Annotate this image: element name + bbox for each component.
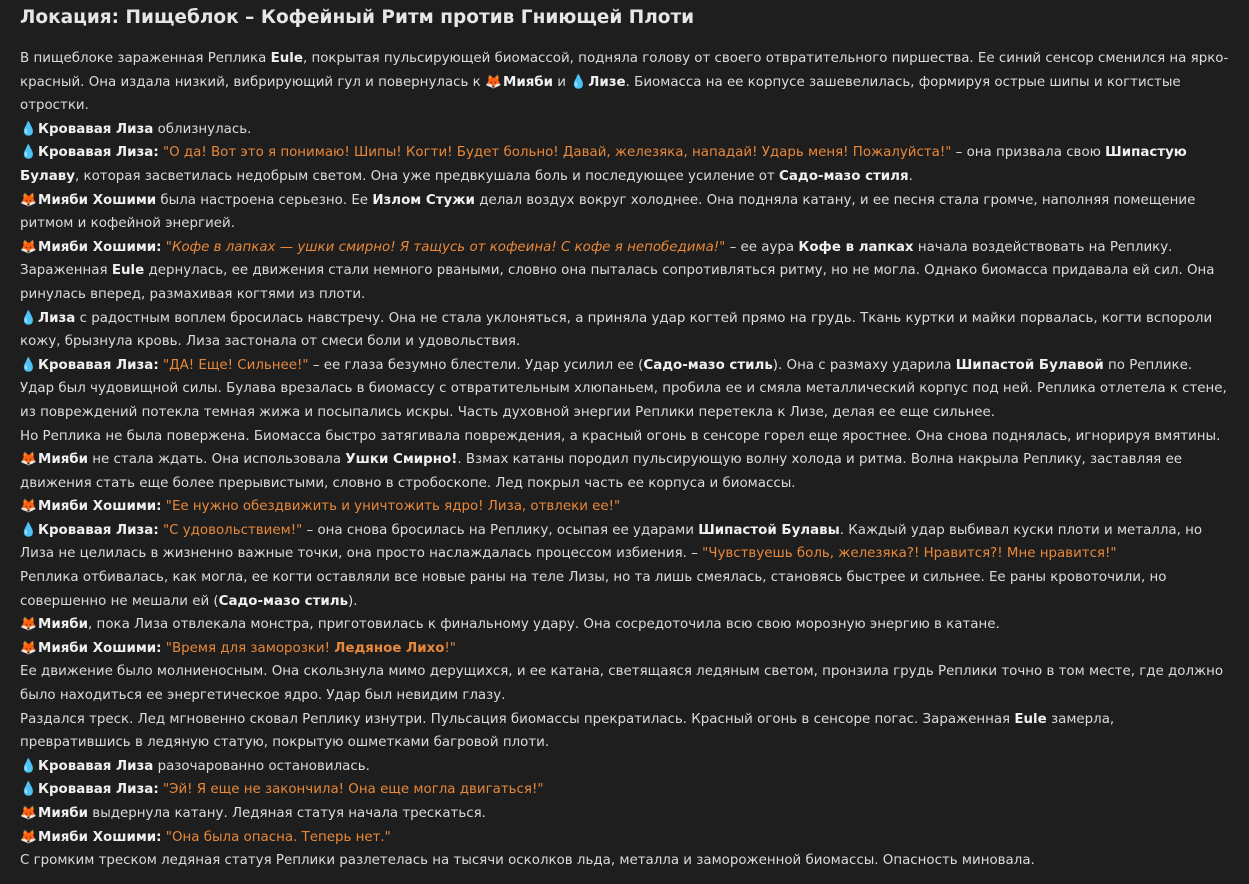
paragraph: 🦊Мияби Хошими: "Ее нужно обездвижить и уничтожить ядро! Лиза, отвлеки ее!": [20, 495, 1229, 519]
blood-drop-icon: 💧: [20, 357, 37, 373]
paragraph: 🦊Мияби не стала ждать. Она использовала Ушки Смирно!. Взмах катаны породил пульсирующую волну холода и ритма. Волна накрыла Реплику, заставляя ее движения стать еще более прерывистыми, словно в стробоскопе. Лед покрыл часть ее корпуса и биомассы.: [20, 448, 1229, 495]
page-title: Локация: Пищеблок – Кофейный Ритм против Гниющей Плоти: [20, 7, 695, 28]
paragraph: 🦊Мияби Хошими: "Время для заморозки! Ледяное Лихо!": [20, 637, 1229, 661]
fox-icon: 🦊: [20, 829, 37, 845]
paragraph: 🦊Мияби Хошими: "Она была опасна. Теперь нет.": [20, 826, 1229, 850]
fox-icon: 🦊: [20, 640, 37, 656]
paragraph: Раздался треск. Лед мгновенно сковал Реплику изнутри. Пульсация биомассы прекратилась. Красный огонь в сенсоре погас. Зараженная Eule замерла, превратившись в ледяную статую, покрытую ошметками багровой плоти.: [20, 711, 1115, 751]
blood-drop-icon: 💧: [570, 74, 587, 90]
paragraph: 🦊Мияби выдернула катану. Ледяная статуя начала трескаться.: [20, 802, 1229, 826]
paragraph: 🦊Мияби, пока Лиза отвлекала монстра, приготовилась к финальному удару. Она сосредоточила всю свою морозную энергию в катане.: [20, 613, 1229, 637]
paragraph: 💧Кровавая Лиза: "С удовольствием!" – она снова бросилась на Реплику, осыпая ее ударами Шипастой Булавы. Каждый удар выбивал куски плоти и металла, но Лиза не целилась в жизненно важные точки, она просто наслаждалась процессом избиения. – "Чувствуешь боль, железяка?! Нравится?! Мне нравится!": [20, 519, 1229, 566]
paragraph: С громким треском ледяная статуя Реплики разлетелась на тысячи осколков льда, металла и замороженной биомассы. Опасность миновала.: [20, 853, 1035, 869]
paragraph: Зараженная Eule дернулась, ее движения стали немного рваными, словно она пыталась сопротивляться ритму, но не могла. Однако биомасса придавала ей сил. Она ринулась вперед, размахивая когтями из плоти.: [20, 263, 1215, 302]
paragraph: Но Реплика не была повержена. Биомасса быстро затягивала повреждения, а красный огонь в сенсоре горел еще яростнее. Она снова поднялась, игнорируя вмятины.: [20, 428, 1221, 444]
blood-drop-icon: 💧: [20, 522, 37, 538]
paragraph: 💧Кровавая Лиза разочарованно остановилась.: [20, 755, 1229, 779]
paragraph: 🦊Мияби Хошими была настроена серьезно. Ее Излом Стужи делал воздух вокруг холоднее. Она подняла катану, и ее песня стала громче, наполняя помещение ритмом и кофейной энергией.: [20, 189, 1229, 236]
paragraph: Ее движение было молниеносным. Она скользнула мимо дерущихся, и ее катана, светящаяся ледяным светом, пронзила грудь Реплики точно в том месте, где должно было находиться ее энергетическое ядро. Удар был невидим глазу.: [20, 664, 1224, 704]
fox-icon: 🦊: [20, 806, 37, 821]
fox-icon: 🦊: [20, 452, 37, 468]
paragraph: 💧Кровавая Лиза: "ДА! Еще! Сильнее!" – ее глаза безумно блестели. Удар усилил ее (Садо-мазо стиль). Она с размаху ударила Шипастой Булавой по Реплике.: [20, 354, 1229, 378]
fox-icon: 🦊: [20, 239, 37, 255]
paragraph: В пищеблоке зараженная Реплика Eule, покрытая пульсирующей биомассой, подняла голову от своего отвратительного пиршества. Ее синий сенсор сменился на ярко-красный. Она издала низкий, вибрирующий гул и повернулась к 🦊Мияби и 💧Лизе. Биомасса на ее корпусе зашевелилась, формируя острые шипы и когтистые отростки.: [20, 51, 1229, 114]
paragraph: 💧Кровавая Лиза: "О да! Вот это я понимаю! Шипы! Когти! Будет больно! Давай, железяка, нападай! Ударь меня! Пожалуйста!" – она призвала свою Шипастую Булаву, которая засветилась недобрым светом. Она уже предвкушала боль и последующее усиление от Садо-мазо стиля.: [20, 141, 1229, 188]
paragraph: Удар был чудовищной силы. Булава врезалась в биомассу с отвратительным хлюпаньем, пробила ее и смяла металлический корпус под ней. Реплика отлетела к стене, из повреждений потекла темная жижа и посыпались искры. Часть духовной энергии Реплики перетекла к Лизе, делая ее еще сильнее.: [20, 381, 1227, 420]
blood-drop-icon: 💧: [20, 121, 37, 137]
paragraph: 💧Лиза с радостным воплем бросилась навстречу. Она не стала уклоняться, а приняла удар когтей прямо на грудь. Ткань куртки и майки порвалась, когти вспороли кожу, брызнула кровь. Лиза застонала от смеси боли и удовольствия.: [20, 307, 1229, 354]
blood-drop-icon: 💧: [20, 145, 37, 161]
blood-drop-icon: 💧: [20, 758, 37, 774]
paragraph: 💧Кровавая Лиза: "Эй! Я еще не закончила! Она еще могла двигаться!": [20, 778, 1229, 802]
blood-drop-icon: 💧: [20, 782, 37, 798]
blood-drop-icon: 💧: [20, 310, 37, 326]
fox-icon: 🦊: [20, 617, 37, 633]
fox-icon: 🦊: [485, 74, 502, 90]
paragraph: 💧Кровавая Лиза облизнулась.: [20, 118, 1229, 142]
fox-icon: 🦊: [20, 192, 37, 208]
fox-icon: 🦊: [20, 499, 37, 515]
paragraph: 🦊Мияби Хошими: "Кофе в лапках — ушки смирно! Я тащусь от кофеина! С кофе я непобедима!" – ее аура Кофе в лапках начала воздействовать на Реплику.: [20, 236, 1229, 260]
paragraph: Реплика отбивалась, как могла, ее когти оставляли все новые раны на теле Лизы, но та лишь смеялась, становясь быстрее и сильнее. Ее раны кровоточили, но совершенно не мешали ей (Садо-мазо стиль).: [20, 570, 1167, 609]
